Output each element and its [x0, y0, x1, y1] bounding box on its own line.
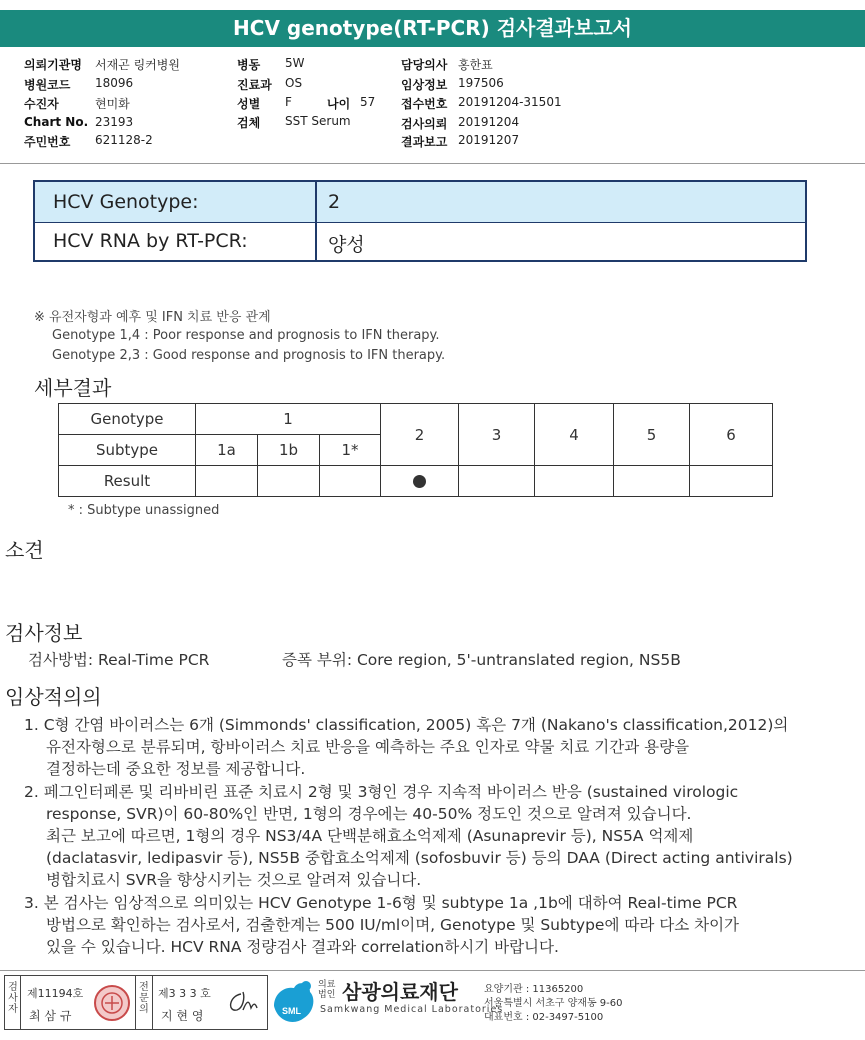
- genotype-1-cell: 1: [196, 404, 381, 435]
- subtype-footnote: * : Subtype unassigned: [68, 503, 220, 518]
- clinical-heading: 임상적의의: [5, 685, 102, 709]
- genotype-cell: 2: [381, 404, 459, 466]
- header-value: 서재곤 링커병원: [95, 58, 180, 72]
- header-field: 진료과: [237, 78, 272, 92]
- header-value: 23193: [95, 115, 134, 129]
- tester-name: 최 삼 규: [29, 1009, 72, 1023]
- footer-divider: [0, 970, 865, 971]
- clinical-line: 병합치료시 SVR을 향상시키는 것으로 알려져 있습니다.: [46, 871, 422, 889]
- subtype-cell: 1a: [196, 435, 258, 466]
- result-marker-icon: [413, 475, 426, 488]
- header-value: 현미화: [95, 97, 130, 111]
- header-field: 병동: [237, 58, 261, 72]
- header-value: F: [285, 95, 292, 109]
- row-header-subtype: Subtype: [59, 435, 196, 466]
- org-name-en: Samkwang Medical Laboratories: [320, 1004, 504, 1015]
- clinical-line: 방법으로 확인하는 검사로서, 검출한계는 500 IU/ml이며, Genotype 및 Subtype에 따라 다소 차이가: [46, 916, 740, 934]
- header-field: 병원코드: [24, 78, 71, 92]
- org-address: 서울특별시 서초구 양재동 9-60: [484, 998, 623, 1009]
- detail-heading: 세부결과: [34, 376, 112, 400]
- clinical-line: response, SVR)이 60-80%인 반면, 1형의 경우에는 40-50% 정도인 것으로 알려져 있습니다.: [46, 805, 692, 823]
- header-field: 임상정보: [401, 78, 448, 92]
- doctor-license: 제3 3 3 호: [158, 987, 211, 1000]
- genotype-label: HCV Genotype:: [53, 191, 199, 213]
- tester-role: 검사자: [8, 982, 18, 1015]
- sml-logo-icon: [268, 976, 318, 1028]
- row-header-result: Result: [59, 466, 196, 497]
- genotype-cell: 3: [459, 404, 535, 466]
- genotype-cell: 5: [614, 404, 690, 466]
- test-method: 검사방법: Real-Time PCR: [28, 651, 210, 669]
- rna-value: 양성: [328, 234, 365, 256]
- header-field: 결과보고: [401, 135, 448, 149]
- result-cell: [258, 466, 320, 497]
- header-field: 의뢰기관명: [24, 58, 82, 72]
- genotype-value: 2: [328, 191, 341, 213]
- note-title: ※ 유전자형과 예후 및 IFN 치료 반응 관계: [34, 310, 271, 325]
- header-value: 197506: [458, 76, 504, 90]
- tester-license: 제11194호: [27, 987, 84, 1000]
- clinical-line: 1. C형 간염 바이러스는 6개 (Simmonds' classification, 2005) 혹은 7개 (Nakano's classification,2012)의: [24, 716, 789, 734]
- genotype-cell: 4: [535, 404, 614, 466]
- header-field: 접수번호: [401, 97, 448, 111]
- amplification-region: 증폭 부위: Core region, 5'-untranslated region, NS5B: [282, 651, 681, 669]
- header-value: SST Serum: [285, 114, 351, 128]
- header-value: 20191207: [458, 133, 520, 147]
- clinical-line: 결정하는데 중요한 정보를 제공합니다.: [46, 760, 306, 778]
- org-name: 삼광의료재단: [342, 980, 458, 1004]
- org-phone: 대표번호 : 02-3497-5100: [484, 1012, 604, 1023]
- result-cell: [196, 466, 258, 497]
- result-cell: [614, 466, 690, 497]
- header-field: Chart No.: [24, 115, 89, 129]
- sign-divider: [152, 976, 153, 1029]
- sign-divider: [135, 976, 136, 1029]
- test-info-heading: 검사정보: [5, 621, 83, 645]
- result-cell: [459, 466, 535, 497]
- clinical-line: (daclatasvir, ledipasvir 등), NS5B 중합효소억제제 (sofosbuvir 등) 등의 DAA (Direct acting antivirals): [46, 849, 793, 867]
- header-divider: [0, 163, 865, 164]
- sign-divider: [20, 976, 21, 1029]
- header-value: 20191204-31501: [458, 95, 562, 109]
- org-type: 의료 법인: [318, 980, 336, 1000]
- header-value: 5W: [285, 56, 305, 70]
- subtype-cell: 1b: [258, 435, 320, 466]
- sml-logo-text: SML: [282, 1006, 301, 1016]
- doctor-role: 전문의: [139, 982, 149, 1015]
- clinical-line: 있을 수 있습니다. HCV RNA 정량검사 결과와 correlation하시기 바랍니다.: [46, 938, 559, 956]
- header-field: 나이: [327, 97, 351, 111]
- row-header-genotype: Genotype: [59, 404, 196, 435]
- header-value: 621128-2: [95, 133, 153, 147]
- clinical-line: 2. 페그인터페론 및 리바비린 표준 치료시 2형 및 3형인 경우 지속적 바이러스 반응 (sustained virologic: [24, 783, 739, 801]
- genotype-cell: 6: [690, 404, 773, 466]
- result-cell: [535, 466, 614, 497]
- header-field: 성별: [237, 97, 261, 111]
- note-line: Genotype 1,4 : Poor response and prognosis to IFN therapy.: [52, 328, 440, 343]
- note-line: Genotype 2,3 : Good response and prognosis to IFN therapy.: [52, 348, 446, 363]
- clinical-line: 최근 보고에 따르면, 1형의 경우 NS3/4A 단백분해효소억제제 (Asunaprevir 등), NS5A 억제제: [46, 827, 694, 845]
- result-summary-box: [33, 180, 807, 262]
- tester-seal-icon: [93, 984, 131, 1022]
- clinical-line: 유전자형으로 분류되며, 항바이러스 치료 반응을 예측하는 주요 인자로 약물 치료 기간과 용량을: [46, 738, 690, 756]
- result-cell: [320, 466, 381, 497]
- header-field: 검사의뢰: [401, 117, 448, 131]
- rna-label: HCV RNA by RT-PCR:: [53, 230, 248, 252]
- org-code: 요양기관 : 11365200: [484, 984, 584, 995]
- doctor-signature-icon: [223, 986, 263, 1018]
- header-value: 홍한표: [458, 58, 493, 72]
- header-value: 18096: [95, 76, 134, 90]
- signature-box: [4, 975, 268, 1030]
- box-divider-horizontal: [35, 222, 805, 223]
- result-cell: [690, 466, 773, 497]
- opinion-heading: 소견: [5, 538, 44, 562]
- box-divider-vertical: [315, 182, 317, 260]
- header-value: 57: [360, 95, 376, 109]
- header-value: 20191204: [458, 115, 520, 129]
- doctor-name: 지 현 영: [161, 1009, 204, 1023]
- result-cell: [381, 466, 459, 497]
- header-field: 담당의사: [401, 58, 448, 72]
- report-title: HCV genotype(RT-PCR) 검사결과보고서: [0, 10, 865, 47]
- header-field: 검체: [237, 116, 261, 130]
- header-value: OS: [285, 76, 303, 90]
- genotype-result-table: [58, 403, 773, 497]
- header-field: 수진자: [24, 97, 59, 111]
- subtype-cell: 1*: [320, 435, 381, 466]
- header-field: 주민번호: [24, 135, 71, 149]
- clinical-line: 3. 본 검사는 임상적으로 의미있는 HCV Genotype 1-6형 및 subtype 1a ,1b에 대하여 Real-time PCR: [24, 894, 738, 912]
